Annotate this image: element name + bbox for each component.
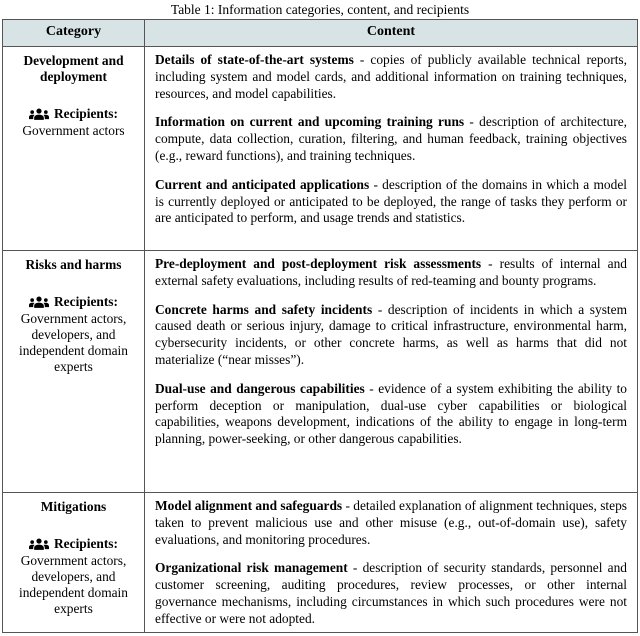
content-item-description: - evidence of a system exhibiting the ability to perform deception or manipulation, dual-use cyber capabilities or biological capabilities, weapons development, indications of the ability to engage in long-term planning, power-seeking, or other dangerous capabilities. bbox=[155, 380, 627, 447]
header-row bbox=[3, 20, 638, 47]
recipients-names: Government actors bbox=[22, 123, 125, 138]
content-item-term: Information on current and upcoming training runs bbox=[155, 114, 465, 130]
recipients-label: Recipients: bbox=[54, 106, 118, 121]
category-title: Mitigations bbox=[40, 499, 107, 514]
recipients-header bbox=[7, 106, 140, 122]
content-item-description: - results of internal and external safety evaluations, including results of red-teaming and bounty programs. bbox=[155, 256, 627, 288]
content-item-description: - description of the domains in which a model is currently deployed or anticipated to be deployed, the range of tasks they perform or are anticipated to perform, and usage trends and statistics. bbox=[155, 176, 627, 226]
category-title: Development and deployment bbox=[23, 53, 124, 84]
content-item-term: Pre-deployment and post-deployment risk assessments bbox=[155, 256, 482, 271]
content-item-description: - detailed explanation of alignment techniques, steps taken to prevent malicious use and other misuse (e.g., out-of-domain use), safety evaluations, and monitoring procedures. bbox=[155, 498, 627, 547]
recipients-header bbox=[7, 294, 140, 310]
column-header-content: Content bbox=[145, 20, 638, 47]
content-item-term: Organizational risk management bbox=[155, 560, 348, 576]
information-categories-table bbox=[2, 19, 638, 633]
content-item-term: Details of state-of-the-art systems bbox=[155, 52, 354, 67]
content-item bbox=[155, 302, 627, 369]
recipients-header bbox=[7, 536, 140, 552]
content-cell-development bbox=[145, 47, 638, 251]
content-item bbox=[155, 256, 627, 290]
table-caption: Table 1: Information categories, content, and recipients bbox=[170, 2, 470, 17]
recipients-names: Government actors, developers, and independent domain experts bbox=[19, 311, 128, 374]
group-of-people-icon bbox=[29, 538, 49, 551]
recipients-label: Recipients: bbox=[54, 536, 118, 551]
content-item-term: Dual-use and dangerous capabilities bbox=[155, 380, 365, 396]
content-item-description: - description of incidents in which a system caused death or serious injury, damage to critical infrastructure, environmental harm, cybersecurity incidents, or other concrete harms, as well as harms that did not materialize (“near misses”). bbox=[155, 301, 627, 367]
table-row bbox=[3, 47, 638, 251]
recipients-names: Government actors, developers, and independent domain experts bbox=[19, 553, 128, 616]
content-item-term: Model alignment and safeguards bbox=[155, 498, 343, 513]
content-cell-mitigations bbox=[145, 493, 638, 633]
content-cell-risks bbox=[145, 251, 638, 493]
content-item-term: Concrete harms and safety incidents bbox=[155, 301, 373, 317]
content-item bbox=[155, 381, 627, 448]
category-cell-risks bbox=[3, 251, 145, 493]
category-cell-mitigations bbox=[3, 493, 145, 633]
table-row bbox=[3, 251, 638, 493]
table-row bbox=[3, 493, 638, 633]
group-of-people-icon bbox=[29, 108, 49, 121]
category-title: Risks and harms bbox=[25, 257, 122, 272]
content-item bbox=[155, 177, 627, 227]
content-item bbox=[155, 52, 627, 102]
content-item bbox=[155, 114, 627, 164]
content-item-description: - description of architecture, compute, data collection, curation, filtering, and human feedback, training objectives (e.g., reward functions), and training techniques. bbox=[155, 114, 627, 163]
content-item-term: Current and anticipated applications bbox=[155, 176, 370, 192]
content-item-description: - description of security standards, personnel and customer screening, auditing procedures, review processes, or other internal governance mechanisms, including circumstances in which such procedures were not effective or were not adopted. bbox=[155, 560, 627, 626]
group-of-people-icon bbox=[29, 296, 49, 309]
column-header-category: Category bbox=[3, 20, 145, 47]
category-cell-development bbox=[3, 47, 145, 251]
content-item-description: - copies of publicly available technical reports, including system and model cards, and additional information on training techniques, resources, and model capabilities. bbox=[155, 52, 627, 101]
recipients-label: Recipients: bbox=[54, 294, 118, 309]
content-item bbox=[155, 498, 627, 548]
content-item bbox=[155, 560, 627, 627]
